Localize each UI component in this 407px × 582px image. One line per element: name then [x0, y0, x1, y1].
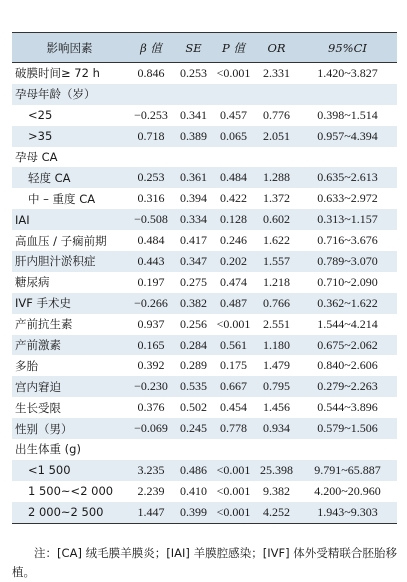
factor-label: 产前抗生素: [15, 317, 73, 332]
cell-ci: 1.943~9.303: [298, 502, 397, 523]
cell-ci: 0.675~2.062: [317, 337, 378, 352]
table-body: [12, 63, 397, 524]
cell-ci: [298, 84, 397, 105]
table-row: [12, 460, 397, 481]
table-row: [12, 418, 397, 439]
cell-p: <0.001: [216, 65, 251, 80]
cell-se: 0.486: [180, 462, 207, 477]
cell-se: 0.382: [180, 295, 207, 310]
cell-se: 0.502: [180, 400, 207, 415]
cell-ci: 1.420~3.827: [317, 65, 378, 80]
cell-ci: 0.579~1.506: [317, 421, 378, 436]
cell-se: [175, 84, 212, 105]
header-p: P 值: [212, 33, 255, 63]
cell-p: 0.487: [220, 295, 247, 310]
cell-beta: 0.376: [137, 400, 165, 415]
header-factor: 影响因素: [12, 33, 127, 63]
cell-se: [175, 439, 212, 460]
cell-or: 2.051: [263, 128, 290, 143]
cell-p: [212, 439, 255, 460]
cell-ci: 0.710~2.090: [317, 274, 378, 289]
cell-or: [255, 439, 298, 460]
factor-label: 出生体重 (g): [15, 442, 81, 457]
factor-label: 宫内窘迫: [15, 379, 61, 394]
cell-se: 0.361: [180, 170, 207, 185]
cell-ci: 0.840~2.606: [317, 358, 378, 373]
cell-beta: 0.316: [137, 191, 165, 206]
cell-beta: −0.230: [134, 379, 168, 394]
cell-ci: 0.633~2.972: [317, 191, 378, 206]
factor-label: 中 – 重度 CA: [28, 191, 96, 206]
cell-or: 25.398: [260, 462, 293, 477]
factor-label: >35: [28, 129, 53, 144]
cell-beta: −0.069: [134, 421, 168, 436]
cell-beta: −0.508: [134, 212, 168, 227]
table-row: [12, 209, 397, 230]
cell-or: 2.551: [263, 316, 290, 331]
cell-se: 0.410: [180, 483, 207, 498]
cell-p: 0.422: [220, 191, 247, 206]
header-beta: β 值: [127, 33, 175, 63]
factor-label: 性别（男）: [15, 421, 73, 436]
cell-p: <0.001: [216, 462, 251, 477]
cell-se: 0.275: [180, 274, 207, 289]
header-ci: 95%CI: [298, 33, 397, 63]
cell-p: 0.202: [220, 253, 247, 268]
table-row: [12, 105, 397, 126]
regression-table: [12, 32, 397, 524]
cell-se: 0.284: [180, 337, 207, 352]
cell-se: 0.256: [180, 316, 207, 331]
factor-label: 高血压 / 子痫前期: [15, 233, 107, 248]
cell-or: 0.766: [263, 295, 290, 310]
cell-p: 0.561: [220, 337, 247, 352]
factor-label: <1 500: [28, 463, 71, 478]
table-row: [12, 188, 397, 209]
cell-beta: 0.443: [137, 253, 165, 268]
cell-or: 1.180: [263, 337, 290, 352]
cell-or: 0.795: [263, 379, 290, 394]
table-footnote: 注：[CA] 绒毛膜羊膜炎；[IAI] 羊膜腔感染；[IVF] 体外受精联合胚胎移植。: [12, 545, 397, 579]
cell-p: 0.484: [220, 170, 247, 185]
cell-beta: 0.165: [137, 337, 165, 352]
factor-label: IVF 手术史: [15, 296, 72, 311]
cell-or: [255, 147, 298, 168]
regression-table-container: [12, 32, 397, 524]
factor-label: IAI: [15, 212, 30, 227]
cell-or: 1.288: [263, 170, 290, 185]
cell-or: 4.252: [255, 502, 298, 523]
cell-p: 0.778: [220, 421, 247, 436]
cell-se: 0.399: [175, 502, 212, 523]
cell-ci: 0.716~3.676: [317, 233, 378, 248]
cell-or: 1.557: [263, 253, 290, 268]
cell-beta: 2.239: [137, 483, 165, 498]
table-row: [12, 167, 397, 188]
cell-p: <0.001: [216, 483, 251, 498]
cell-se: [175, 147, 212, 168]
cell-se: 0.245: [180, 421, 207, 436]
factor-label: <25: [28, 108, 53, 123]
cell-ci: 9.791~65.887: [314, 462, 381, 477]
cell-or: 1.456: [263, 400, 290, 415]
cell-p: 0.128: [220, 212, 247, 227]
factor-label: 多胎: [15, 358, 38, 373]
factor-label: 2 000~2 500: [12, 502, 127, 523]
cell-beta: 0.937: [137, 316, 165, 331]
cell-or: 0.934: [263, 421, 290, 436]
table-row: [12, 439, 397, 460]
cell-se: 0.289: [180, 358, 207, 373]
cell-or: 1.372: [263, 191, 290, 206]
cell-p: [212, 147, 255, 168]
cell-ci: 0.279~2.263: [317, 379, 378, 394]
cell-p: <0.001: [216, 316, 251, 331]
cell-p: 0.454: [220, 400, 247, 415]
cell-ci: 0.789~3.070: [317, 253, 378, 268]
cell-se: 0.334: [180, 212, 207, 227]
cell-p: 0.175: [220, 358, 247, 373]
factor-label: 肝内胆汁淤积症: [15, 254, 96, 269]
cell-beta: 0.718: [137, 128, 165, 143]
cell-or: 9.382: [263, 483, 290, 498]
factor-label: 破膜时间≥ 72 h: [15, 66, 100, 81]
cell-se: 0.341: [180, 107, 207, 122]
table-row: [12, 272, 397, 293]
table-row: [12, 502, 397, 523]
table-header-row: [12, 33, 397, 63]
cell-ci: 0.362~1.622: [317, 295, 378, 310]
table-row: [12, 63, 397, 84]
factor-label: 1 500~<2 000: [28, 484, 114, 499]
cell-se: 0.535: [180, 379, 207, 394]
cell-ci: 0.398~1.514: [317, 107, 378, 122]
factor-label: 糖尿病: [15, 275, 50, 290]
cell-beta: 0.392: [137, 358, 165, 373]
cell-or: 1.479: [263, 358, 290, 373]
cell-ci: 1.544~4.214: [317, 316, 378, 331]
cell-beta: [127, 147, 175, 168]
header-se: SE: [175, 33, 212, 63]
cell-beta: [127, 84, 175, 105]
cell-beta: −0.253: [134, 107, 168, 122]
table-row: [12, 230, 397, 251]
cell-se: 0.347: [180, 253, 207, 268]
cell-ci: 0.635~2.613: [317, 170, 378, 185]
table-row: [12, 355, 397, 376]
cell-beta: 3.235: [137, 462, 165, 477]
cell-ci: 4.200~20.960: [314, 483, 381, 498]
cell-beta: [127, 439, 175, 460]
cell-or: 0.602: [263, 212, 290, 227]
cell-or: [255, 84, 298, 105]
cell-ci: [298, 147, 397, 168]
cell-se: 0.253: [180, 65, 207, 80]
cell-p: 0.246: [220, 233, 247, 248]
table-row: [12, 335, 397, 356]
factor-label: 轻度 CA: [28, 170, 71, 185]
table-row: [12, 314, 397, 335]
table-row: [12, 84, 397, 105]
cell-p: 0.457: [220, 107, 247, 122]
cell-se: 0.389: [180, 128, 207, 143]
cell-or: 1.218: [263, 274, 290, 289]
factor-label: 孕母 CA: [15, 150, 58, 164]
cell-p: <0.001: [212, 502, 255, 523]
cell-beta: 0.197: [137, 274, 165, 289]
cell-p: 0.065: [220, 128, 247, 143]
table-row: [12, 293, 397, 314]
cell-beta: 1.447: [127, 502, 175, 523]
cell-ci: [298, 439, 397, 460]
cell-or: 1.622: [263, 233, 290, 248]
table-row: [12, 251, 397, 272]
cell-beta: 0.846: [137, 65, 165, 80]
table-row: [12, 126, 397, 147]
table-row: [12, 481, 397, 502]
factor-label: 孕母年龄（岁）: [15, 87, 96, 102]
cell-p: [212, 84, 255, 105]
cell-or: 2.331: [263, 65, 290, 80]
table-row: [12, 397, 397, 418]
cell-beta: 0.484: [137, 233, 165, 248]
cell-se: 0.394: [180, 191, 207, 206]
header-or: OR: [255, 33, 298, 63]
cell-ci: 0.313~1.157: [317, 212, 378, 227]
cell-se: 0.417: [180, 233, 207, 248]
cell-or: 0.776: [263, 107, 290, 122]
table-row: [12, 376, 397, 397]
factor-label: 产前激素: [15, 338, 61, 353]
cell-beta: 0.253: [137, 170, 165, 185]
cell-beta: −0.266: [134, 295, 168, 310]
cell-ci: 0.544~3.896: [317, 400, 378, 415]
factor-label: 生长受限: [15, 400, 61, 415]
cell-p: 0.667: [220, 379, 247, 394]
cell-p: 0.474: [220, 274, 247, 289]
table-row: [12, 147, 397, 168]
cell-ci: 0.957~4.394: [317, 128, 378, 143]
